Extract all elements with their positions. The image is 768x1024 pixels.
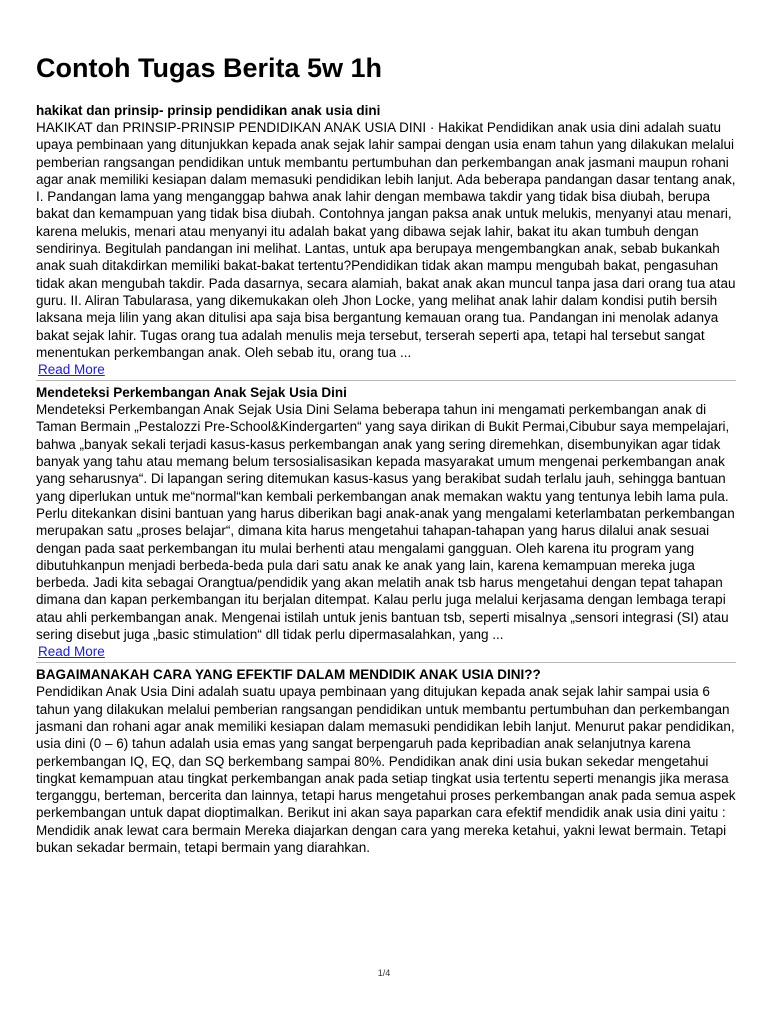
- article-body: Pendidikan Anak Usia Dini adalah suatu upaya pembinaan yang ditujukan kepada anak sejak lahir sampai usia 6 tahun yang dilakukan melalui pemberian rangsangan pendidikan untuk membantu pertumbuhan dan perkembangan jasmani dan rohani agar anak memiliki kesiapan dalam memasuki pendidikan lebih lanjut. Menurut pakar pendidikan, usia dini (0 – 6) tahun adalah usia emas yang sangat berpengaruh pada kepribadian anak selanjutnya karena perkembangan IQ, EQ, dan SQ berkembang sampai 80%. Pendidikan anak dini usia bukan sekedar mengetahui tingkat kemampuan atau tingkat perkembangan anak pada setiap tingkat usia tertentu seperti menangis jika merasa terganggu, berteman, bercerita dan lainnya, tetapi harus mengetahui proses perkembangan anak pada semua aspek perkembangan untuk dapat dioptimalkan. Berikut ini akan saya paparkan cara efektif mendidik anak usia dini yaitu : Mendidik anak lewat cara bermain Mereka diajarkan dengan cara yang mereka ketahui, yakni lewat bermain. Tetapi bukan sekadar bermain, tetapi bermain yang diarahkan.: [36, 684, 736, 855]
- page-title: Contoh Tugas Berita 5w 1h: [36, 53, 383, 83]
- article-2: [36, 384, 736, 661]
- article-divider: [36, 380, 736, 381]
- article-title: hakikat dan prinsip- prinsip pendidikan anak usia dini: [36, 103, 381, 118]
- article-body: Mendeteksi Perkembangan Anak Sejak Usia Dini Selama beberapa tahun ini mengamati perkembangan anak di Taman Bermain „Pestalozzi Pre-School&Kindergarten“ yang saya dirikan di Bukit Permai,Cibubur saya mempelajari, bahwa „banyak sekali terjadi kasus-kasus perkembangan anak yang sering diremehkan, disembunyikan agar tidak banyak yang tahu atau memang belum tersosialisasikan kepada masyarakat umum mengenai perkembangan anak yang seharusnya“. Di lapangan sering ditemukan kasus-kasus yang berakibat sudah terlalu jauh, sehingga bantuan yang diperlukan untuk me“normal“kan kembali perkembangan anak memakan waktu yang tentunya lebih lama pula. Perlu ditekankan disini bantuan yang harus diberikan bagi anak-anak yang mengalami keterlambatan perkembangan merupakan satu „proses belajar“, dimana kita harus mengetahui tahapan-tahapan yang harus dilalui anak sesuai dengan pada saat perkembangan itu mulai berhenti atau mengalami gangguan. Oleh karena itu program yang dibutuhkanpun menjadi berbeda-beda pula dari satu anak ke anak yang lain, karena kemampuan mereka juga berbeda. Jadi kita sebagai Orangtua/pendidik yang akan melatih anak tsb harus mengetahui dengan tepat tahapan dimana dan kapan perkembangan itu berjalan ditempat. Kalau perlu juga melalui kerjasama dengan lembaga terapi atau ahli perkembangan anak. Mengenai istilah untuk jenis bantuan tsb, seperti misalnya „sensori integrasi (SI) atau sering disebut juga „basic stimulation“ dll tidak perlu dipermasalahkan, yang ...: [36, 402, 735, 643]
- page-number: 1/4: [377, 968, 391, 978]
- article-1: [36, 102, 736, 379]
- article-title: Mendeteksi Perkembangan Anak Sejak Usia Dini: [36, 385, 347, 401]
- read-more-link[interactable]: Read More: [38, 362, 105, 378]
- read-more-link[interactable]: Read More: [38, 644, 105, 660]
- article-title: BAGAIMANAKAH CARA YANG EFEKTIF DALAM MENDIDIK ANAK USIA DINI??: [36, 667, 541, 683]
- article-divider: [36, 662, 736, 663]
- document-page: [36, 48, 736, 856]
- article-3: [36, 666, 736, 856]
- article-body: HAKIKAT dan PRINSIP-PRINSIP PENDIDIKAN ANAK USIA DINI · Hakikat Pendidikan anak usia dini adalah suatu upaya pembinaan yang ditunjukkan kepada anak sejak lahir sampai dengan usia enam tahun yang dilakukan melalui pemberian rangsangan pendidikan untuk membantu pertumbuhan dan perkembangan anak jasmani maupun rohani agar anak memiliki kesiapan dalam memasuki pendidikan lebih lanjut. Ada beberapa pandangan dasar tentang anak, I. Pandangan lama yang menganggap bahwa anak lahir dengan membawa takdir yang tidak bisa diubah, berupa bakat dan kemampuan yang tidak bisa diubah. Contohnya jangan paksa anak untuk melukis, menyanyi atau menari, karena melukis, menari atau menyanyi itu adalah bakat yang dibawa sejak lahir, bakat itu akan tumbuh dengan sendirinya. Begitulah pandangan ini melihat. Lantas, untuk apa berupaya mengembangkan anak, sebab bukankah anak suah ditakdirkan memiliki bakat-bakat tertentu?Pendidikan tidak akan mampu mengubah bakat, pengasuhan tidak akan mengubah takdir. Pada dasarnya, secara alamiah, bakat anak akan muncul tanpa jasa dari orang tua atau guru. II. Aliran Tabularasa, yang dikemukakan oleh Jhon Locke, yang melihat anak lahir dalam kondisi putih bersih laksana meja lilin yang akan ditulisi apa saja bisa bergantung kemauan orang tua. Pandangan ini menolak adanya bakat sejak lahir. Tugas orang tua adalah menulis meja tersebut, terserah seperti apa, tetapi hal tersebut sangat menentukan perkembangan anak. Oleh sebab itu, orang tua ...: [36, 120, 736, 360]
